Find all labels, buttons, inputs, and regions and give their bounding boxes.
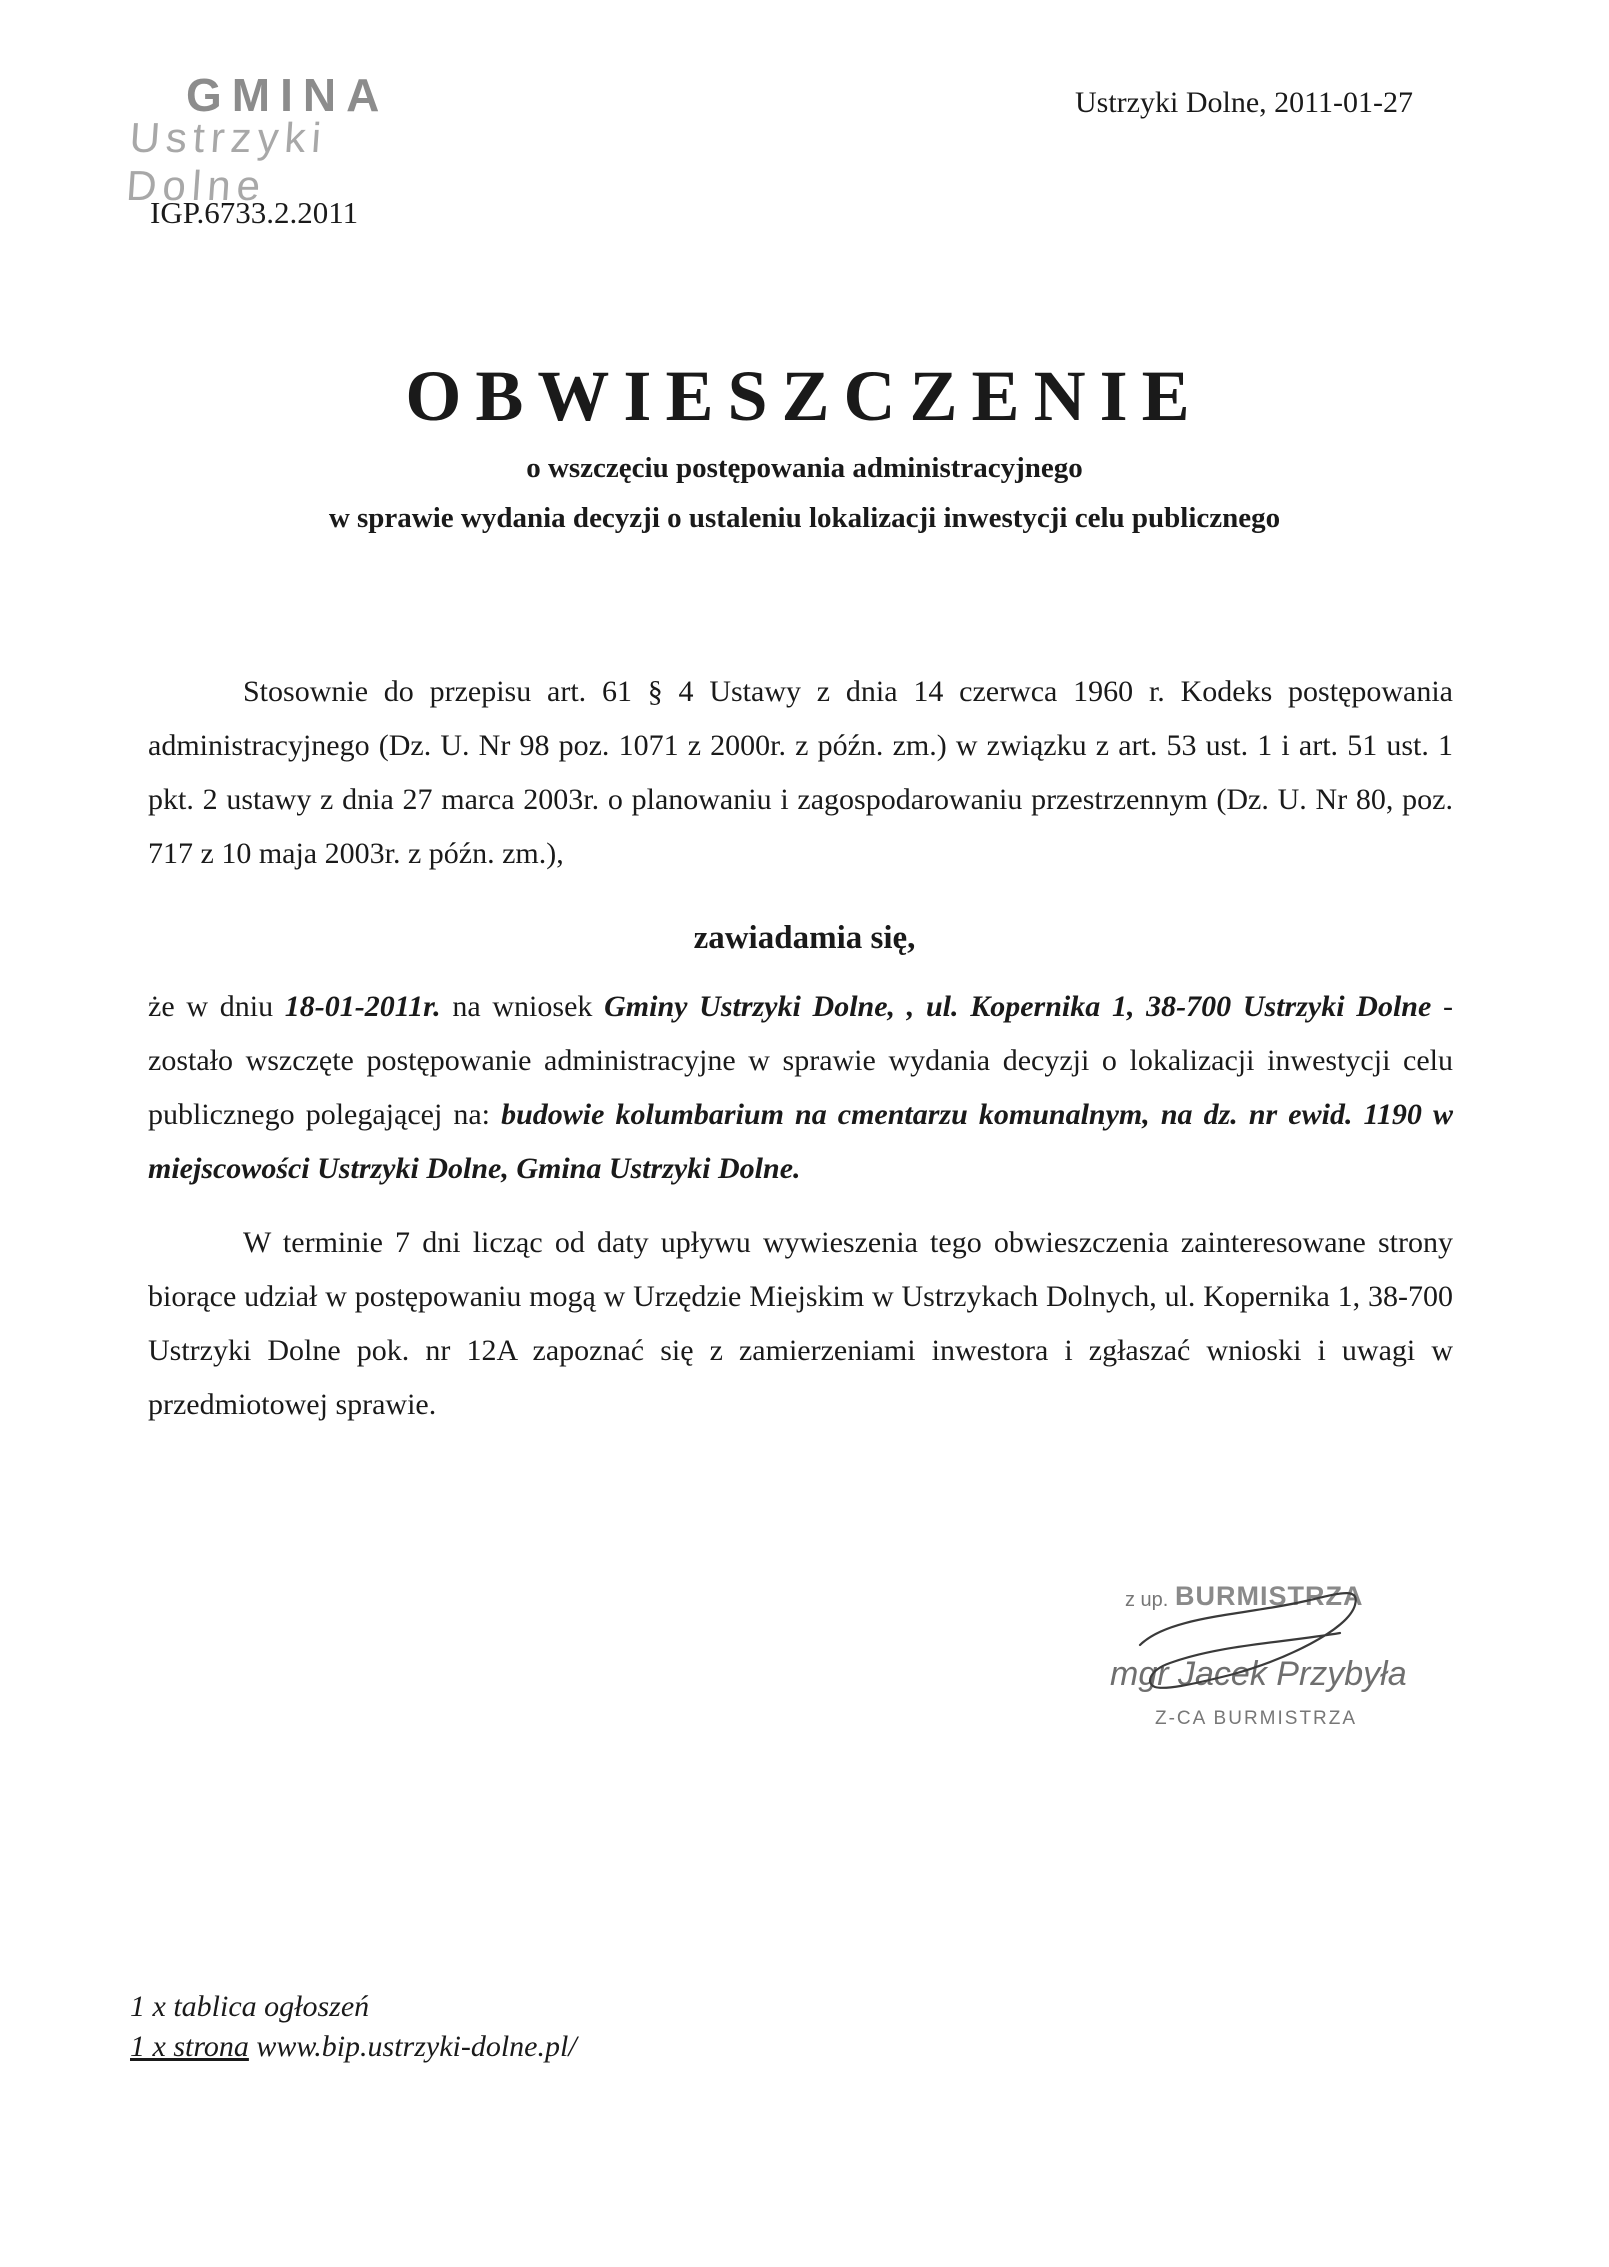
proceedings-paragraph	[148, 980, 1453, 1196]
subtitle-line-2: w sprawie wydania decyzji o ustaleniu lokalizacji inwestycji celu publicznego	[328, 502, 1281, 534]
municipality-stamp	[124, 68, 448, 209]
signature-authority: BURMISTRZA	[1175, 1581, 1364, 1611]
applicant: Gminy Ustrzyki Dolne, , ul. Kopernika 1, 38-700 Ustrzyki Dolne	[604, 990, 1432, 1023]
bip-url: www.bip.ustrzyki-dolne.pl/	[256, 2030, 577, 2063]
place-and-date: Ustrzyki Dolne, 2011-01-27	[1075, 86, 1413, 119]
reference-number: IGP.6733.2.2011	[150, 195, 359, 230]
text-segment: - zostało wszczęte postępowanie administracyjne w sprawie wydania decyzji o lokalizacji inwestycji celu publicznego polegającej na:	[148, 990, 1453, 1131]
document-title: OBWIESZCZENIE	[405, 356, 1204, 436]
signatory-name: mgr Jacek Przybyła	[1110, 1655, 1407, 1693]
announcement-heading: zawiadamia się,	[693, 920, 916, 956]
stamp-line-1: GMINA	[186, 69, 390, 121]
investment-description: budowie kolumbarium na cmentarzu komunalnym, na dz. nr ewid. 1190 w miejscowości Ustrzyki Dolne, Gmina Ustrzyki Dolne.	[148, 1098, 1453, 1185]
distribution-line-1: 1 x tablica ogłoszeń	[130, 1990, 370, 2023]
subtitle-line-1: o wszczęciu postępowania administracyjnego	[526, 452, 1083, 484]
stamp-line-2: Ustrzyki Dolne	[124, 114, 329, 209]
signature-stamp	[1110, 1575, 1470, 1755]
distribution-line-2	[130, 2030, 577, 2064]
legal-basis-paragraph: Stosownie do przepisu art. 61 § 4 Ustawy z dnia 14 czerwca 1960 r. Kodeks postępowania administracyjnego (Dz. U. Nr 98 poz. 1071 z 2000r. z późn. zm.) w związku z art. 53 ust. 1 i art. 51 ust. 1 pkt. 2 ustawy z dnia 27 marca 2003r. o planowaniu i zagospodarowaniu przestrzennym (Dz. U. Nr 80, poz. 717 z 10 maja 2003r. z późn. zm.),	[148, 675, 1453, 870]
handwritten-signature	[1110, 1575, 1470, 1755]
signatory-role: Z-CA BURMISTRZA	[1155, 1708, 1358, 1729]
deadline-paragraph: W terminie 7 dni licząc od daty upływu wywieszenia tego obwieszczenia zainteresowane strony biorące udział w postępowaniu mogą w Urzędzie Miejskim w Ustrzykach Dolnych, ul. Kopernika 1, 38-700 Ustrzyki Dolne pok. nr 12A zapoznać się z zamierzeniami inwestora i zgłaszać wnioski i uwagi w przedmiotowej sprawie.	[148, 1226, 1453, 1421]
distribution-count: 1 x strona	[130, 2030, 249, 2063]
text-segment: że w dniu	[148, 990, 285, 1023]
signature-prefix: z up.	[1125, 1589, 1169, 1611]
text-segment: na wniosek	[440, 990, 605, 1023]
initiation-date: 18-01-2011r.	[284, 990, 441, 1023]
